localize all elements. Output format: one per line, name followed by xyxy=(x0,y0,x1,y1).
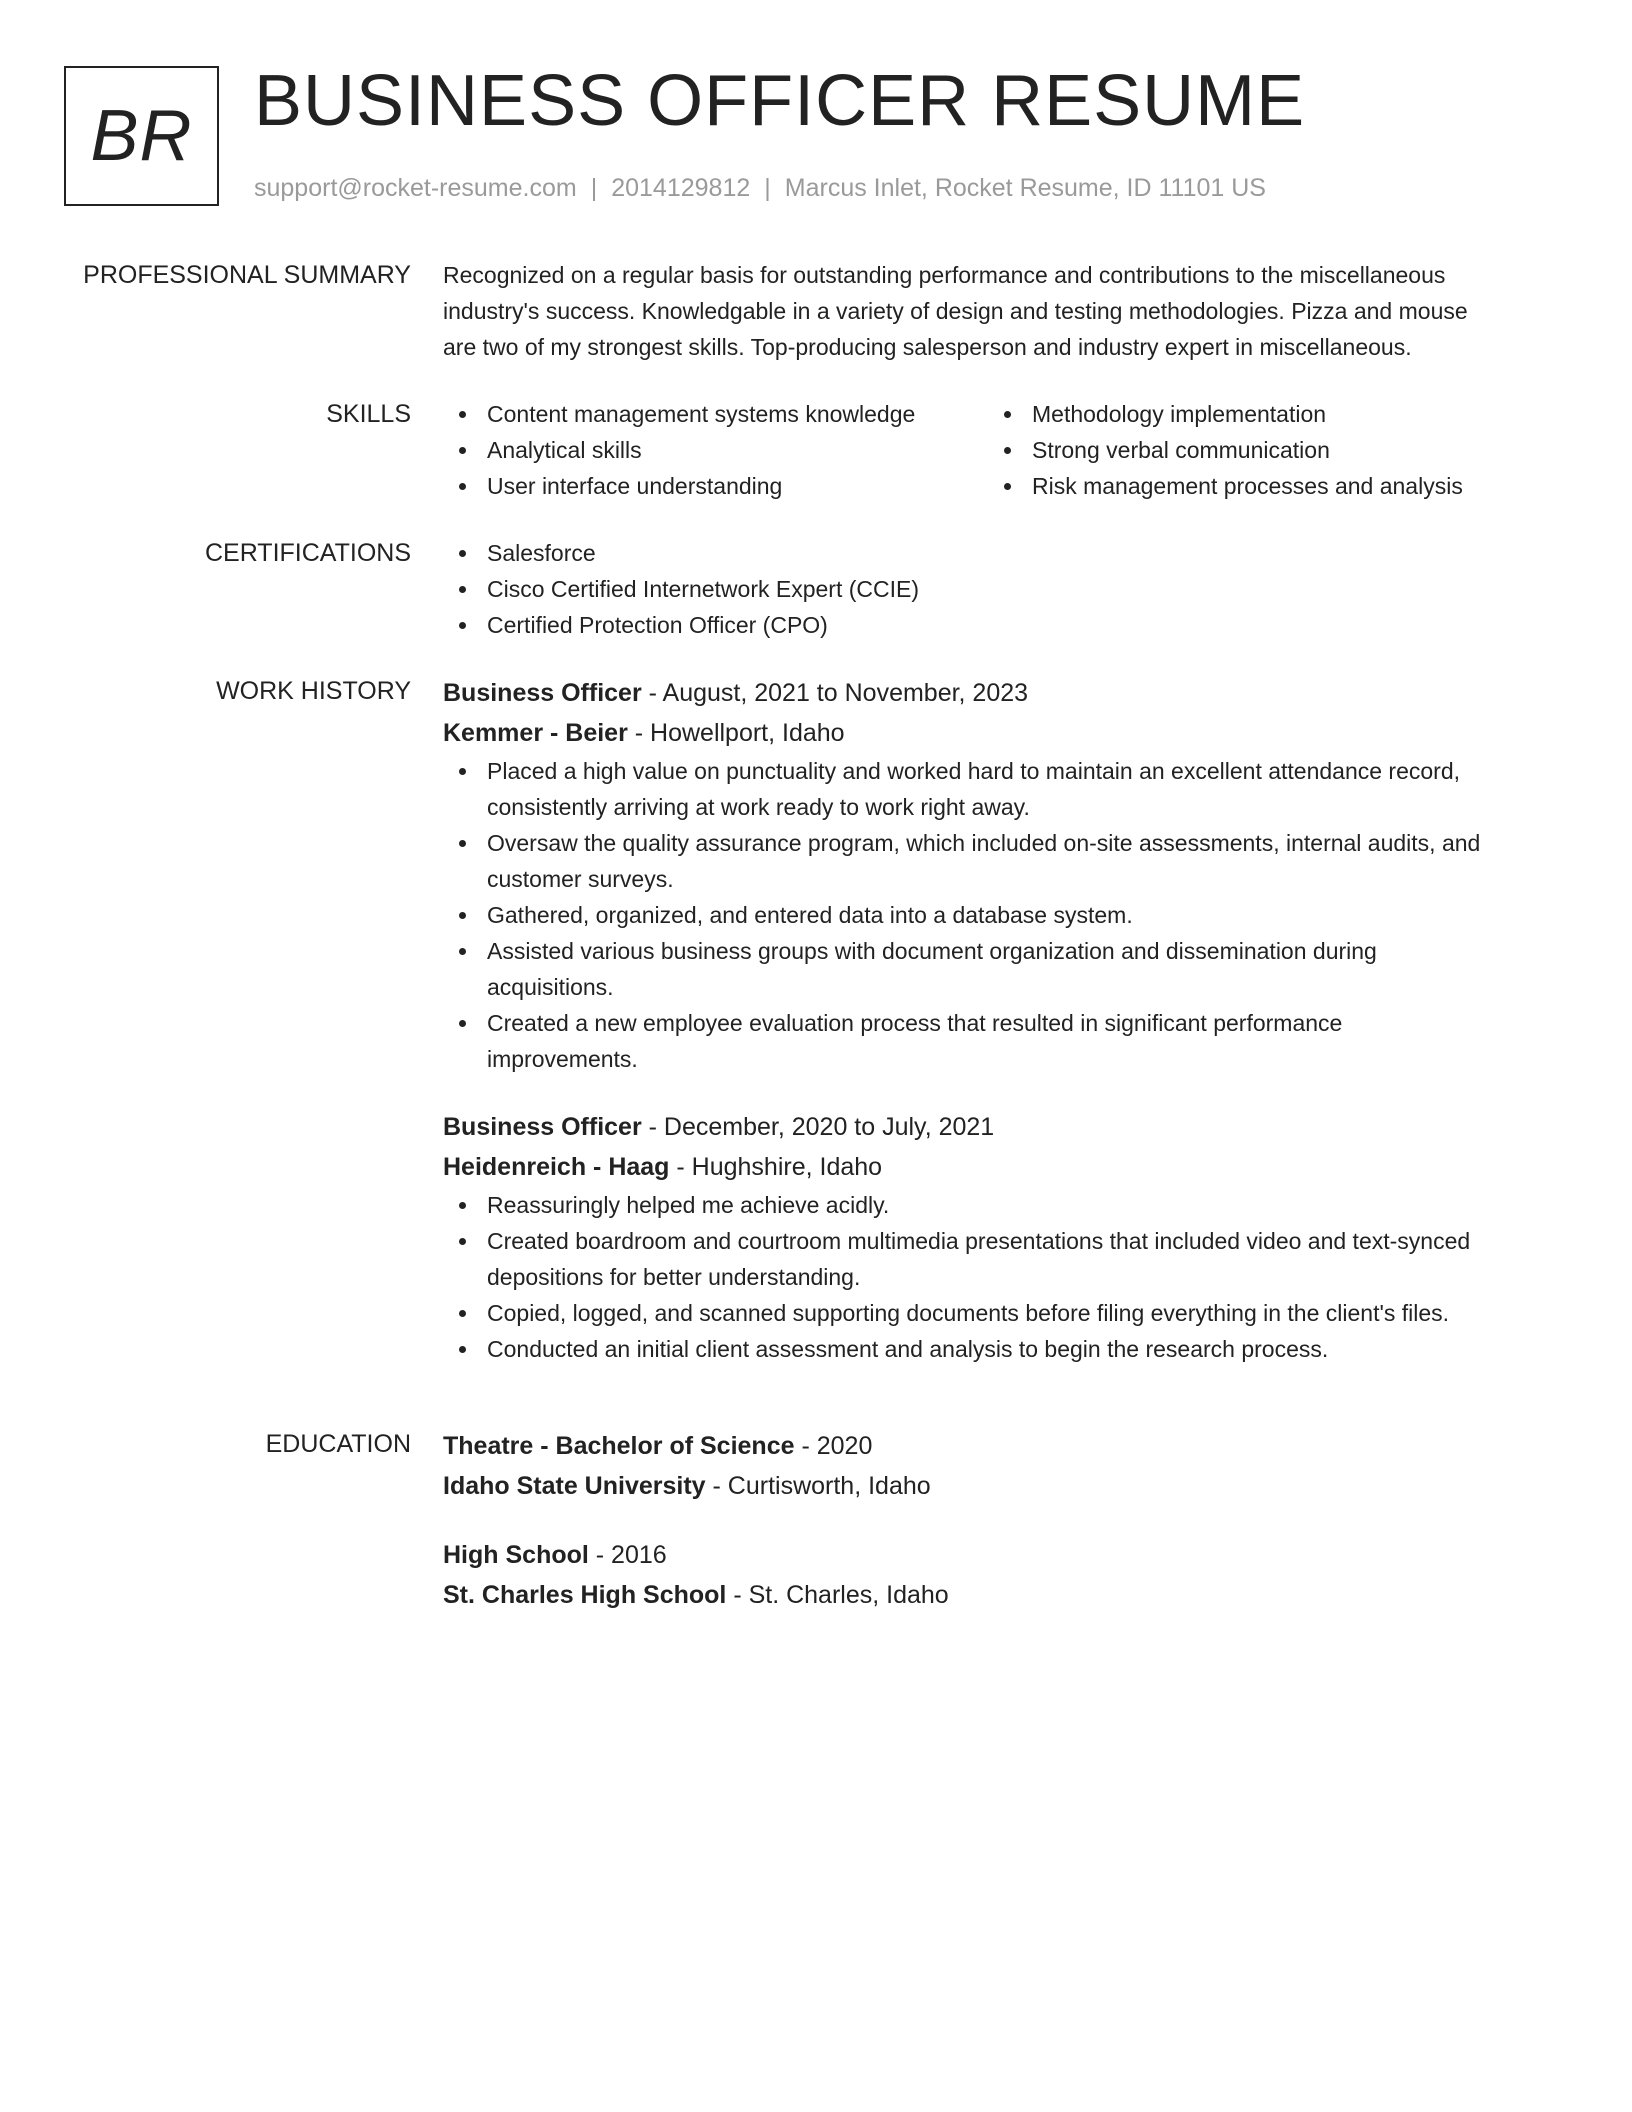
certification-item: Certified Protection Officer (CPO) xyxy=(443,607,1553,643)
skill-item: User interface understanding xyxy=(443,468,988,504)
job-bullet xyxy=(443,933,1553,1005)
job-entry xyxy=(443,1107,1553,1367)
job-bullet-list xyxy=(443,753,1553,1077)
job-bullet xyxy=(443,1223,1553,1295)
resume-title: BUSINESS OFFICER RESUME xyxy=(254,61,1306,141)
contact-email[interactable]: support@rocket-resume.com xyxy=(254,174,577,202)
contact-line xyxy=(254,172,1266,204)
job-dates: - December, 2020 to July, 2021 xyxy=(641,1113,995,1141)
skill-item: Methodology implementation xyxy=(988,396,1533,432)
job-bullet-line: Created boardroom and courtroom multimedia presentations that included video and text-synced xyxy=(487,1228,1471,1254)
job-company: Kemmer - Beier xyxy=(443,719,628,747)
job-bullet xyxy=(443,897,1553,933)
education-degree: High School xyxy=(443,1541,589,1569)
skills-list-left xyxy=(443,396,988,504)
job-bullet-line: consistently arriving at work ready to work right away. xyxy=(487,794,1030,820)
job-bullet xyxy=(443,753,1553,825)
job-bullet-line: Assisted various business groups with document organization and dissemination during xyxy=(487,938,1377,964)
job-bullet xyxy=(443,1331,1553,1367)
job-title: Business Officer xyxy=(443,1113,642,1141)
section-label-work-history: WORK HISTORY xyxy=(216,677,411,705)
job-company-line xyxy=(443,713,1553,753)
education-school: St. Charles High School xyxy=(443,1581,727,1609)
job-bullet-line: Conducted an initial client assessment and analysis to begin the research process. xyxy=(487,1336,1329,1362)
job-dates: - August, 2021 to November, 2023 xyxy=(641,679,1029,707)
job-location: - Howellport, Idaho xyxy=(627,719,845,747)
job-bullet-line: Reassuringly helped me achieve acidly. xyxy=(487,1192,890,1218)
job-bullet-line: improvements. xyxy=(487,1046,638,1072)
section-label-skills: SKILLS xyxy=(326,400,411,428)
education-entry xyxy=(443,1535,1553,1615)
job-bullet xyxy=(443,1005,1553,1077)
job-bullet-line: depositions for better understanding. xyxy=(487,1264,861,1290)
job-bullet-line: Created a new employee evaluation process that resulted in significant performance xyxy=(487,1010,1343,1036)
job-bullet-line: acquisitions. xyxy=(487,974,614,1000)
education-degree-line xyxy=(443,1426,1553,1466)
job-company: Heidenreich - Haag xyxy=(443,1153,670,1181)
education-entry xyxy=(443,1426,1553,1506)
job-bullet-line: customer surveys. xyxy=(487,866,674,892)
section-label-summary: PROFESSIONAL SUMMARY xyxy=(83,261,411,289)
job-title-line xyxy=(443,673,1553,713)
skills-body xyxy=(443,396,1553,504)
job-title-line xyxy=(443,1107,1553,1147)
job-bullet xyxy=(443,1187,1553,1223)
education-degree-line xyxy=(443,1535,1553,1575)
monogram-initials: BR xyxy=(90,96,193,176)
job-bullet xyxy=(443,825,1553,897)
skills-list-right xyxy=(988,396,1533,504)
skills-grid xyxy=(443,396,1553,504)
job-bullet-line: Gathered, organized, and entered data into a database system. xyxy=(487,902,1133,928)
certifications-list xyxy=(443,535,1553,643)
education-location: - Curtisworth, Idaho xyxy=(705,1472,931,1500)
education-year: - 2020 xyxy=(794,1432,873,1460)
certifications-body xyxy=(443,535,1553,643)
monogram-box xyxy=(64,66,219,206)
job-company-line xyxy=(443,1147,1553,1187)
summary-line: Recognized on a regular basis for outstanding performance and contributions to the miscellaneous xyxy=(443,262,1446,288)
skill-item: Content management systems knowledge xyxy=(443,396,988,432)
job-bullet-line: Placed a high value on punctuality and worked hard to maintain an excellent attendance record, xyxy=(487,758,1461,784)
certification-item: Cisco Certified Internetwork Expert (CCIE) xyxy=(443,571,1553,607)
contact-separator: | xyxy=(764,174,771,202)
section-label-education: EDUCATION xyxy=(265,1430,411,1458)
skill-item: Analytical skills xyxy=(443,432,988,468)
education-location: - St. Charles, Idaho xyxy=(726,1581,949,1609)
summary-line: industry's success. Knowledgable in a variety of design and testing methodologies. Pizza and mouse xyxy=(443,298,1468,324)
education-school-line xyxy=(443,1575,1553,1615)
job-bullet-line: Copied, logged, and scanned supporting documents before filing everything in the client's files. xyxy=(487,1300,1450,1326)
education-year: - 2016 xyxy=(588,1541,667,1569)
summary-line: are two of my strongest skills. Top-producing salesperson and industry expert in miscellaneous. xyxy=(443,334,1412,360)
section-label-certifications: CERTIFICATIONS xyxy=(204,539,411,567)
contact-phone[interactable]: 2014129812 xyxy=(611,174,751,202)
contact-separator: | xyxy=(590,174,598,202)
education-degree: Theatre - Bachelor of Science xyxy=(443,1432,795,1460)
contact-address: Marcus Inlet, Rocket Resume, ID 11101 US xyxy=(784,174,1266,202)
job-bullet-list xyxy=(443,1187,1553,1367)
job-bullet xyxy=(443,1295,1553,1331)
education-body xyxy=(443,1426,1553,1615)
skill-item: Strong verbal communication xyxy=(988,432,1533,468)
work-history-body xyxy=(443,673,1553,1367)
skill-item: Risk management processes and analysis xyxy=(988,468,1533,504)
education-school: Idaho State University xyxy=(443,1472,706,1500)
job-entry xyxy=(443,673,1553,1077)
job-title: Business Officer xyxy=(443,679,642,707)
education-school-line xyxy=(443,1466,1553,1506)
job-bullet-line: Oversaw the quality assurance program, which included on-site assessments, internal audits, and xyxy=(487,830,1481,856)
job-location: - Hughshire, Idaho xyxy=(669,1153,883,1181)
summary-body xyxy=(443,257,1553,365)
certification-item: Salesforce xyxy=(443,535,1553,571)
